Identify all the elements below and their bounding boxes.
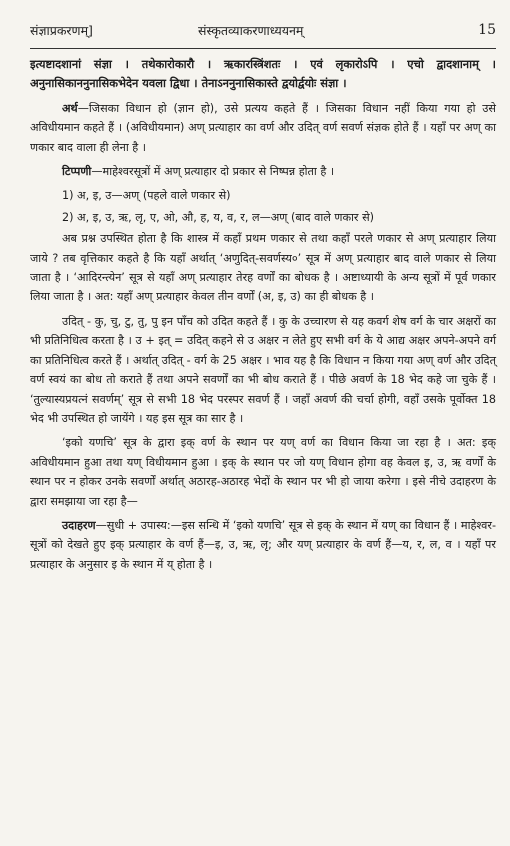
udaharan-paragraph <box>30 516 496 574</box>
tippani-label: टिप्पणी <box>62 165 92 179</box>
udaharan-text: —सुधी + उपास्य:—इस सन्धि में ‘इको यणचि’ सूत्र से इक् के स्थान में यण् का विधान हैं । माहेश्वर-सूत्रों को देखते हुए इक् प्रत्याहार के वर्ण हैं—इ, उ, ऋ, लृ; और यण् प्रत्याहार के वर्ण हैं—य, र, ल, व । यहाँ पर प्रत्याहार के अनुसार इ के स्थान में य् होता है । <box>30 518 496 571</box>
tippani-text: —माहेश्वरसूत्रों में अण् प्रत्याहार दो प्रकार से निष्पन्न होता है । <box>91 165 335 179</box>
artha-label: अर्थ <box>62 101 78 115</box>
artha-text: —जिसका विधान हो (ज्ञान हो), उसे प्रत्यय कहते हैं । जिसका विधान नहीं किया गया हो उसे अविधीयमान कहते हैं । (अविधीयमान) अण् प्रत्याहार का वर्ण और उदित् वर्ण सवर्ण संज्ञक होते हैं । यहाँ पर अण् का णकार बाद वाला ही लेना है । <box>30 101 496 154</box>
body-paragraph: ‘इको यणचि’ सूत्र के द्वारा इक् वर्ण के स्थान पर यण् वर्ण का विधान किया जा रहा है । अत: इक् अविधीयमान हुआ तथा यण् विधीयमान हुआ । इक् के स्थान पर जो यण् विधान होगा वह केवल इ, उ, ऋ वर्णों के स्थान पर न होकर उनके सवर्णों अर्थात् अठारह-अठारह भेदों के स्थान पर भी हो जाया करेगा । इसे नीचे उदाहरण के द्वारा समझाया जा रहा है— <box>30 436 496 508</box>
chapter-title: संज्ञाप्रकरणम्] <box>30 23 93 38</box>
body-paragraph: उदित् - कु, चु, टु, तु, पु इन पाँच को उदित कहते हैं । कु के उच्चारण से यह कवर्ग शेष वर्ग के चार अक्षरों का भी प्रतिनिधित्व करता है । उ + इत् = उदित् कहने से उ अक्षर न लेते हुए सभी वर्ग के ये आद्य अक्षर अपने-अपने वर्ग का प्रतिनिधित्व करते हैं । अर्थात् उदित् - वर्ग के 25 अक्षर । भाव यह है कि विधान न किया गया अण् वर्ण और उदित् वर्ण स्वयं का बोध तो कराते हैं तथा अपने सवर्णों का भी बोध कराते हैं । पीछे अवर्ण के 18 भेद कहे जा चुके हैं । ‘तुल्यास्यप्रयत्नं सवर्णम्’ सूत्र से सभी 18 भेद परस्पर सवर्ण हैं । जहाँ अवर्ण की चर्चा होगी, वहाँ उसके पूर्वोक्त 18 भेद भी उपस्थित हो जायेंगे । यह इस सूत्र का सार है । <box>30 314 496 425</box>
header-rule <box>30 48 496 49</box>
udaharan-label: उदाहरण <box>62 518 96 532</box>
artha-paragraph <box>30 99 496 157</box>
body-paragraph: अब प्रश्न उपस्थित होता है कि शास्त्र में कहाँ प्रथम णकार से तथा कहाँ परले णकार से अण् प्रत्याहार लिया जाये ? तब वृत्तिकार कहते है कि यहाँ अर्थात् ‘अणुदित्-सवर्णस्य०’ सूत्र में अण् प्रत्याहार बाद वाले णकार से लिया जाता है । ‘आदिरन्त्येन’ सूत्र से यहाँ अण् प्रत्याहार तेरह वर्णों का बोधक है । अष्टाध्यायी के अन्य सूत्रों में पूर्व णकार लिया जाता है । अत: यहाँ अण् प्रत्याहार केवल तीन वर्णों (अ, इ, उ) का ही बोधक है । <box>30 232 496 304</box>
list-item: 1) अ, इ, उ—अण् (पहले वाले णकार से) <box>62 189 231 203</box>
tippani-paragraph <box>30 162 496 181</box>
running-header <box>30 22 496 44</box>
list-item: 2) अ, इ, उ, ऋ, लृ, ए, ओ, औ, ह, य, व, र, ल—अण् (बाद वाले णकार से) <box>62 210 374 224</box>
sutra-vritti: इत्यष्टादशानां संज्ञा । तथेकारोकारौ । ऋकारस्त्रिंशतः । एवं लृकारोऽपि । एचो द्वादशानाम् । अनुनासिकाननुनासिकभेदेन यवला द्विधा । तेनाऽननुनासिकास्ते द्वयोर्द्वयोः संज्ञा । <box>30 57 496 91</box>
page-number: 15 <box>478 22 496 38</box>
book-title: संस्कृतव्याकरणाध्ययनम् <box>198 23 304 38</box>
